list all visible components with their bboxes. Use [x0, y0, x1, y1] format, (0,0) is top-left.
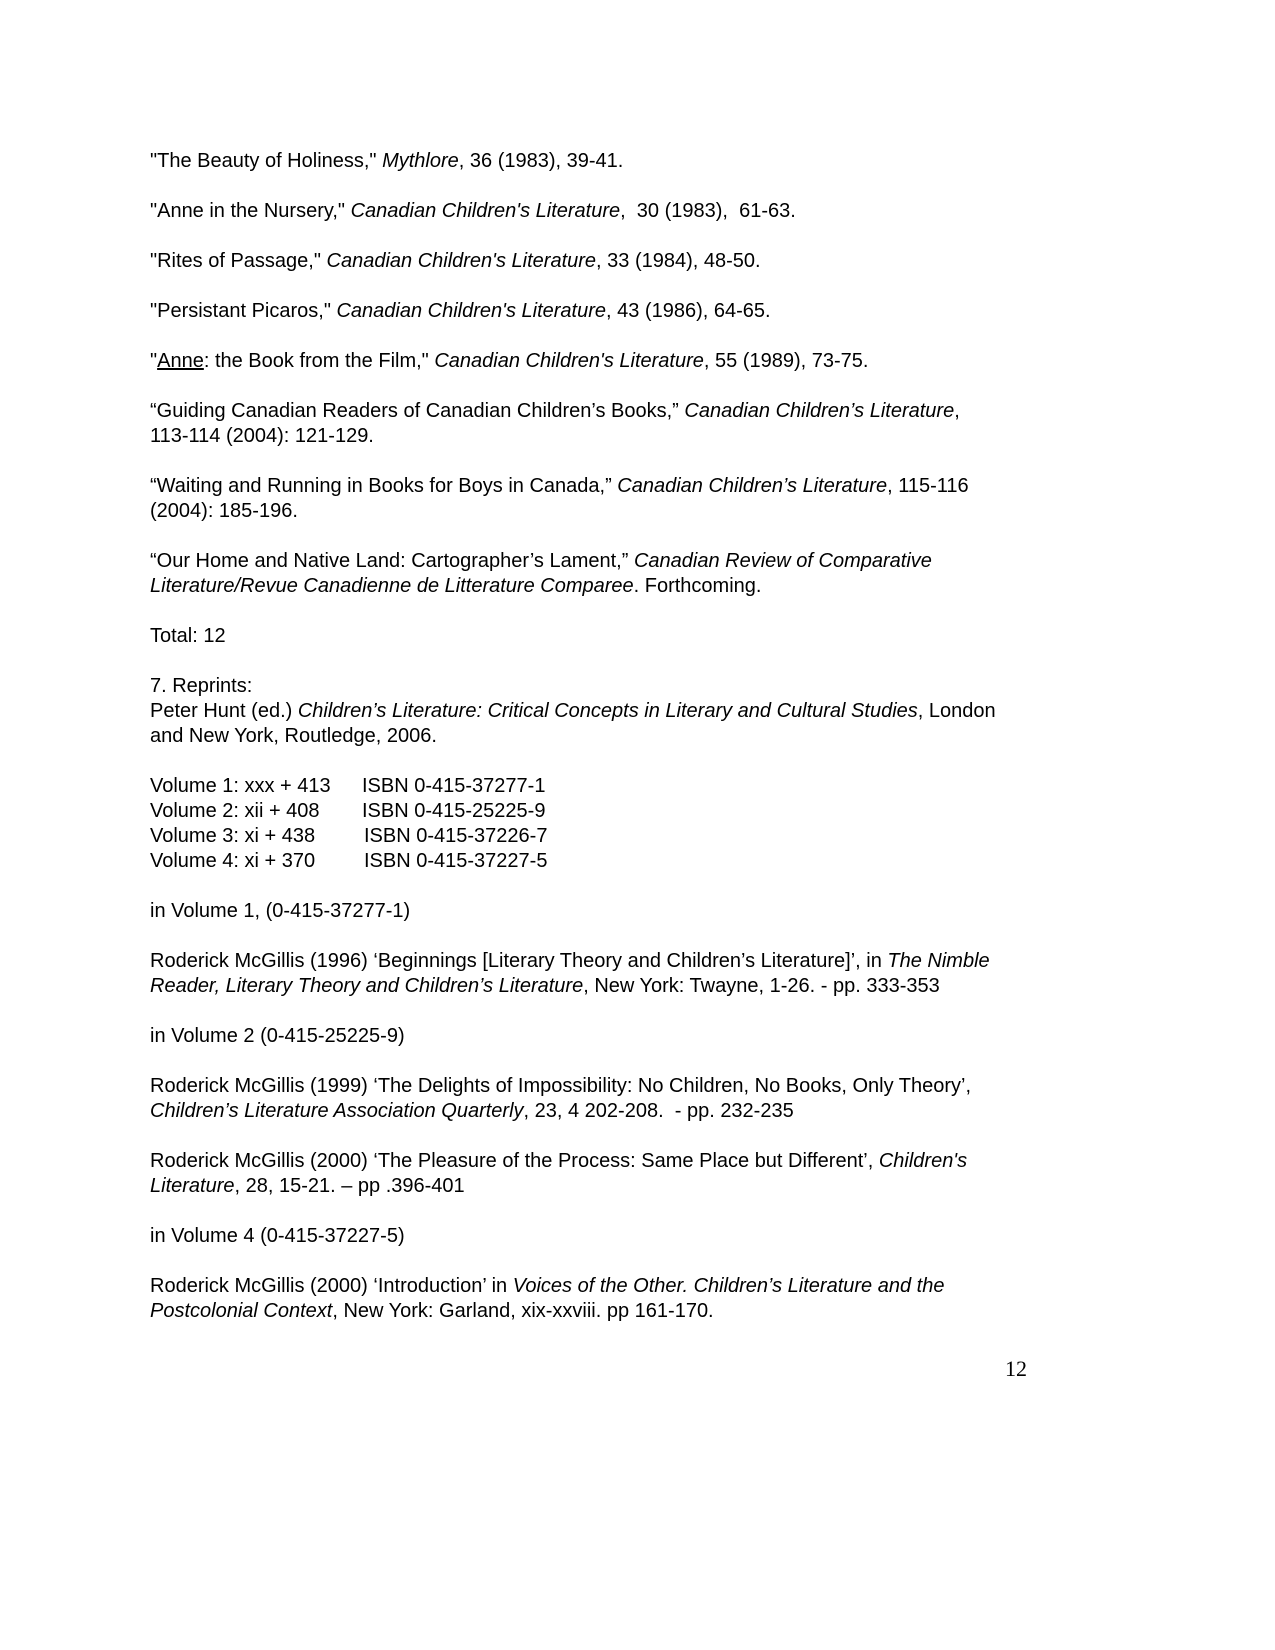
- volume-row: [150, 799, 547, 824]
- volume-heading: in Volume 1, (0-415-37277-1): [150, 900, 411, 922]
- volume-row: [150, 774, 547, 799]
- volume-row: [150, 824, 547, 849]
- citation-details: , 55 (1989), 73-75.: [703, 350, 869, 372]
- article-entry: [150, 349, 1030, 374]
- article-title: "The Beauty of Holiness,": [150, 150, 383, 172]
- citation-details: (2004): 185-196.: [150, 500, 298, 522]
- journal-name: Canadian Children's Literature: [434, 350, 704, 372]
- volume-row: [150, 849, 547, 874]
- journal-name: Literature: [150, 1175, 235, 1197]
- volume-table: [150, 774, 547, 874]
- reprint-author-title: Roderick McGillis (2000) ‘The Pleasure of the Process: Same Place but Different’,: [150, 1150, 879, 1172]
- article-title: : the Book from the Film,": [203, 350, 435, 372]
- page-number: 12: [1005, 1356, 1027, 1381]
- book-title: Voices of the Other. Children’s Literature and the: [512, 1275, 945, 1297]
- document-body: [150, 149, 1030, 1349]
- article-title-prefix: ": [150, 350, 158, 372]
- citation-details: , 30 (1983), 61-63.: [620, 200, 796, 222]
- citation-details: 113-114 (2004): 121-129.: [150, 425, 374, 447]
- citation-details: , 36 (1983), 39-41.: [458, 150, 624, 172]
- journal-name: Canadian Children’s Literature: [684, 400, 955, 422]
- article-entry: [150, 299, 1030, 324]
- journal-name: Children's: [878, 1150, 968, 1172]
- reprint-entry: [150, 1074, 1030, 1124]
- volume-isbn: ISBN 0-415-37277-1: [362, 775, 546, 797]
- article-title: "Anne in the Nursery,": [150, 200, 351, 222]
- citation-details: , 33 (1984), 48-50.: [596, 250, 761, 272]
- volume-isbn: ISBN 0-415-37226-7: [364, 825, 548, 847]
- total-count: Total: 12: [150, 625, 226, 647]
- article-title: “Our Home and Native Land: Cartographer’s Lament,”: [150, 550, 634, 572]
- book-title: Postcolonial Context: [150, 1300, 333, 1322]
- citation-details: ,: [954, 400, 960, 422]
- volume-label: Volume 3: xi + 438: [150, 825, 316, 847]
- article-entry: [150, 249, 1030, 274]
- book-title: Children’s Literature: Critical Concepts in Literary and Cultural Studies: [297, 700, 918, 722]
- reprint-entry: [150, 1274, 1030, 1324]
- publisher-details: , London: [917, 700, 996, 722]
- journal-name: Mythlore: [382, 150, 459, 172]
- citation-details: , New York: Garland, xix-xxviii. pp 161-170.: [332, 1300, 714, 1322]
- volume-label: Volume 1: xxx + 413: [150, 775, 331, 797]
- citation-details: , 115-116: [887, 475, 969, 497]
- citation-details: . Forthcoming.: [633, 575, 762, 597]
- book-title: The Nimble: [887, 950, 990, 972]
- article-entry: [150, 149, 1030, 174]
- reprint-entry: [150, 949, 1030, 999]
- citation-details: , 28, 15-21. – pp .396-401: [234, 1175, 465, 1197]
- publisher-details: and New York, Routledge, 2006.: [150, 725, 437, 747]
- article-entry: [150, 199, 1030, 224]
- journal-name: Canadian Children's Literature: [336, 300, 607, 322]
- reprint-author-title: Roderick McGillis (1996) ‘Beginnings [Literary Theory and Children’s Literature]’, in: [150, 950, 888, 972]
- section-heading: 7. Reprints:: [150, 675, 253, 697]
- article-title: “Guiding Canadian Readers of Canadian Children’s Books,”: [150, 400, 685, 422]
- volume-isbn: ISBN 0-415-25225-9: [362, 800, 546, 822]
- article-entry: [150, 549, 1030, 599]
- book-title: Reader, Literary Theory and Children’s Literature: [150, 975, 584, 997]
- editor-name: Peter Hunt (ed.): [150, 700, 298, 722]
- citation-details: , 23, 4 202-208. - pp. 232-235: [523, 1100, 794, 1122]
- reprint-author-title: Roderick McGillis (1999) ‘The Delights of Impossibility: No Children, No Books, Only Theory’,: [150, 1075, 972, 1097]
- article-entry: [150, 399, 1030, 449]
- citation-details: , 43 (1986), 64-65.: [606, 300, 771, 322]
- reprint-entry: [150, 1149, 1030, 1199]
- article-title: "Persistant Picaros,": [150, 300, 337, 322]
- article-entry: [150, 474, 1030, 524]
- citation-details: , New York: Twayne, 1-26. - pp. 333-353: [583, 975, 940, 997]
- journal-name: Canadian Children’s Literature: [617, 475, 888, 497]
- reprints-section: [150, 674, 1030, 749]
- journal-name: Children’s Literature Association Quarterly: [150, 1100, 524, 1122]
- underlined-title: Anne: [157, 350, 204, 372]
- article-title: “Waiting and Running in Books for Boys in Canada,”: [150, 475, 618, 497]
- reprint-author-title: Roderick McGillis (2000) ‘Introduction’ in: [150, 1275, 513, 1297]
- volume-isbn: ISBN 0-415-37227-5: [364, 850, 548, 872]
- journal-name: Literature/Revue Canadienne de Litterature Comparee: [150, 575, 634, 597]
- journal-name: Canadian Review of Comparative: [633, 550, 932, 572]
- journal-name: Canadian Children's Literature: [326, 250, 597, 272]
- volume-heading: in Volume 4 (0-415-37227-5): [150, 1225, 405, 1247]
- article-title: "Rites of Passage,": [150, 250, 327, 272]
- volume-label: Volume 2: xii + 408: [150, 800, 320, 822]
- volume-heading: in Volume 2 (0-415-25225-9): [150, 1025, 405, 1047]
- volume-label: Volume 4: xi + 370: [150, 850, 316, 872]
- journal-name: Canadian Children's Literature: [350, 200, 621, 222]
